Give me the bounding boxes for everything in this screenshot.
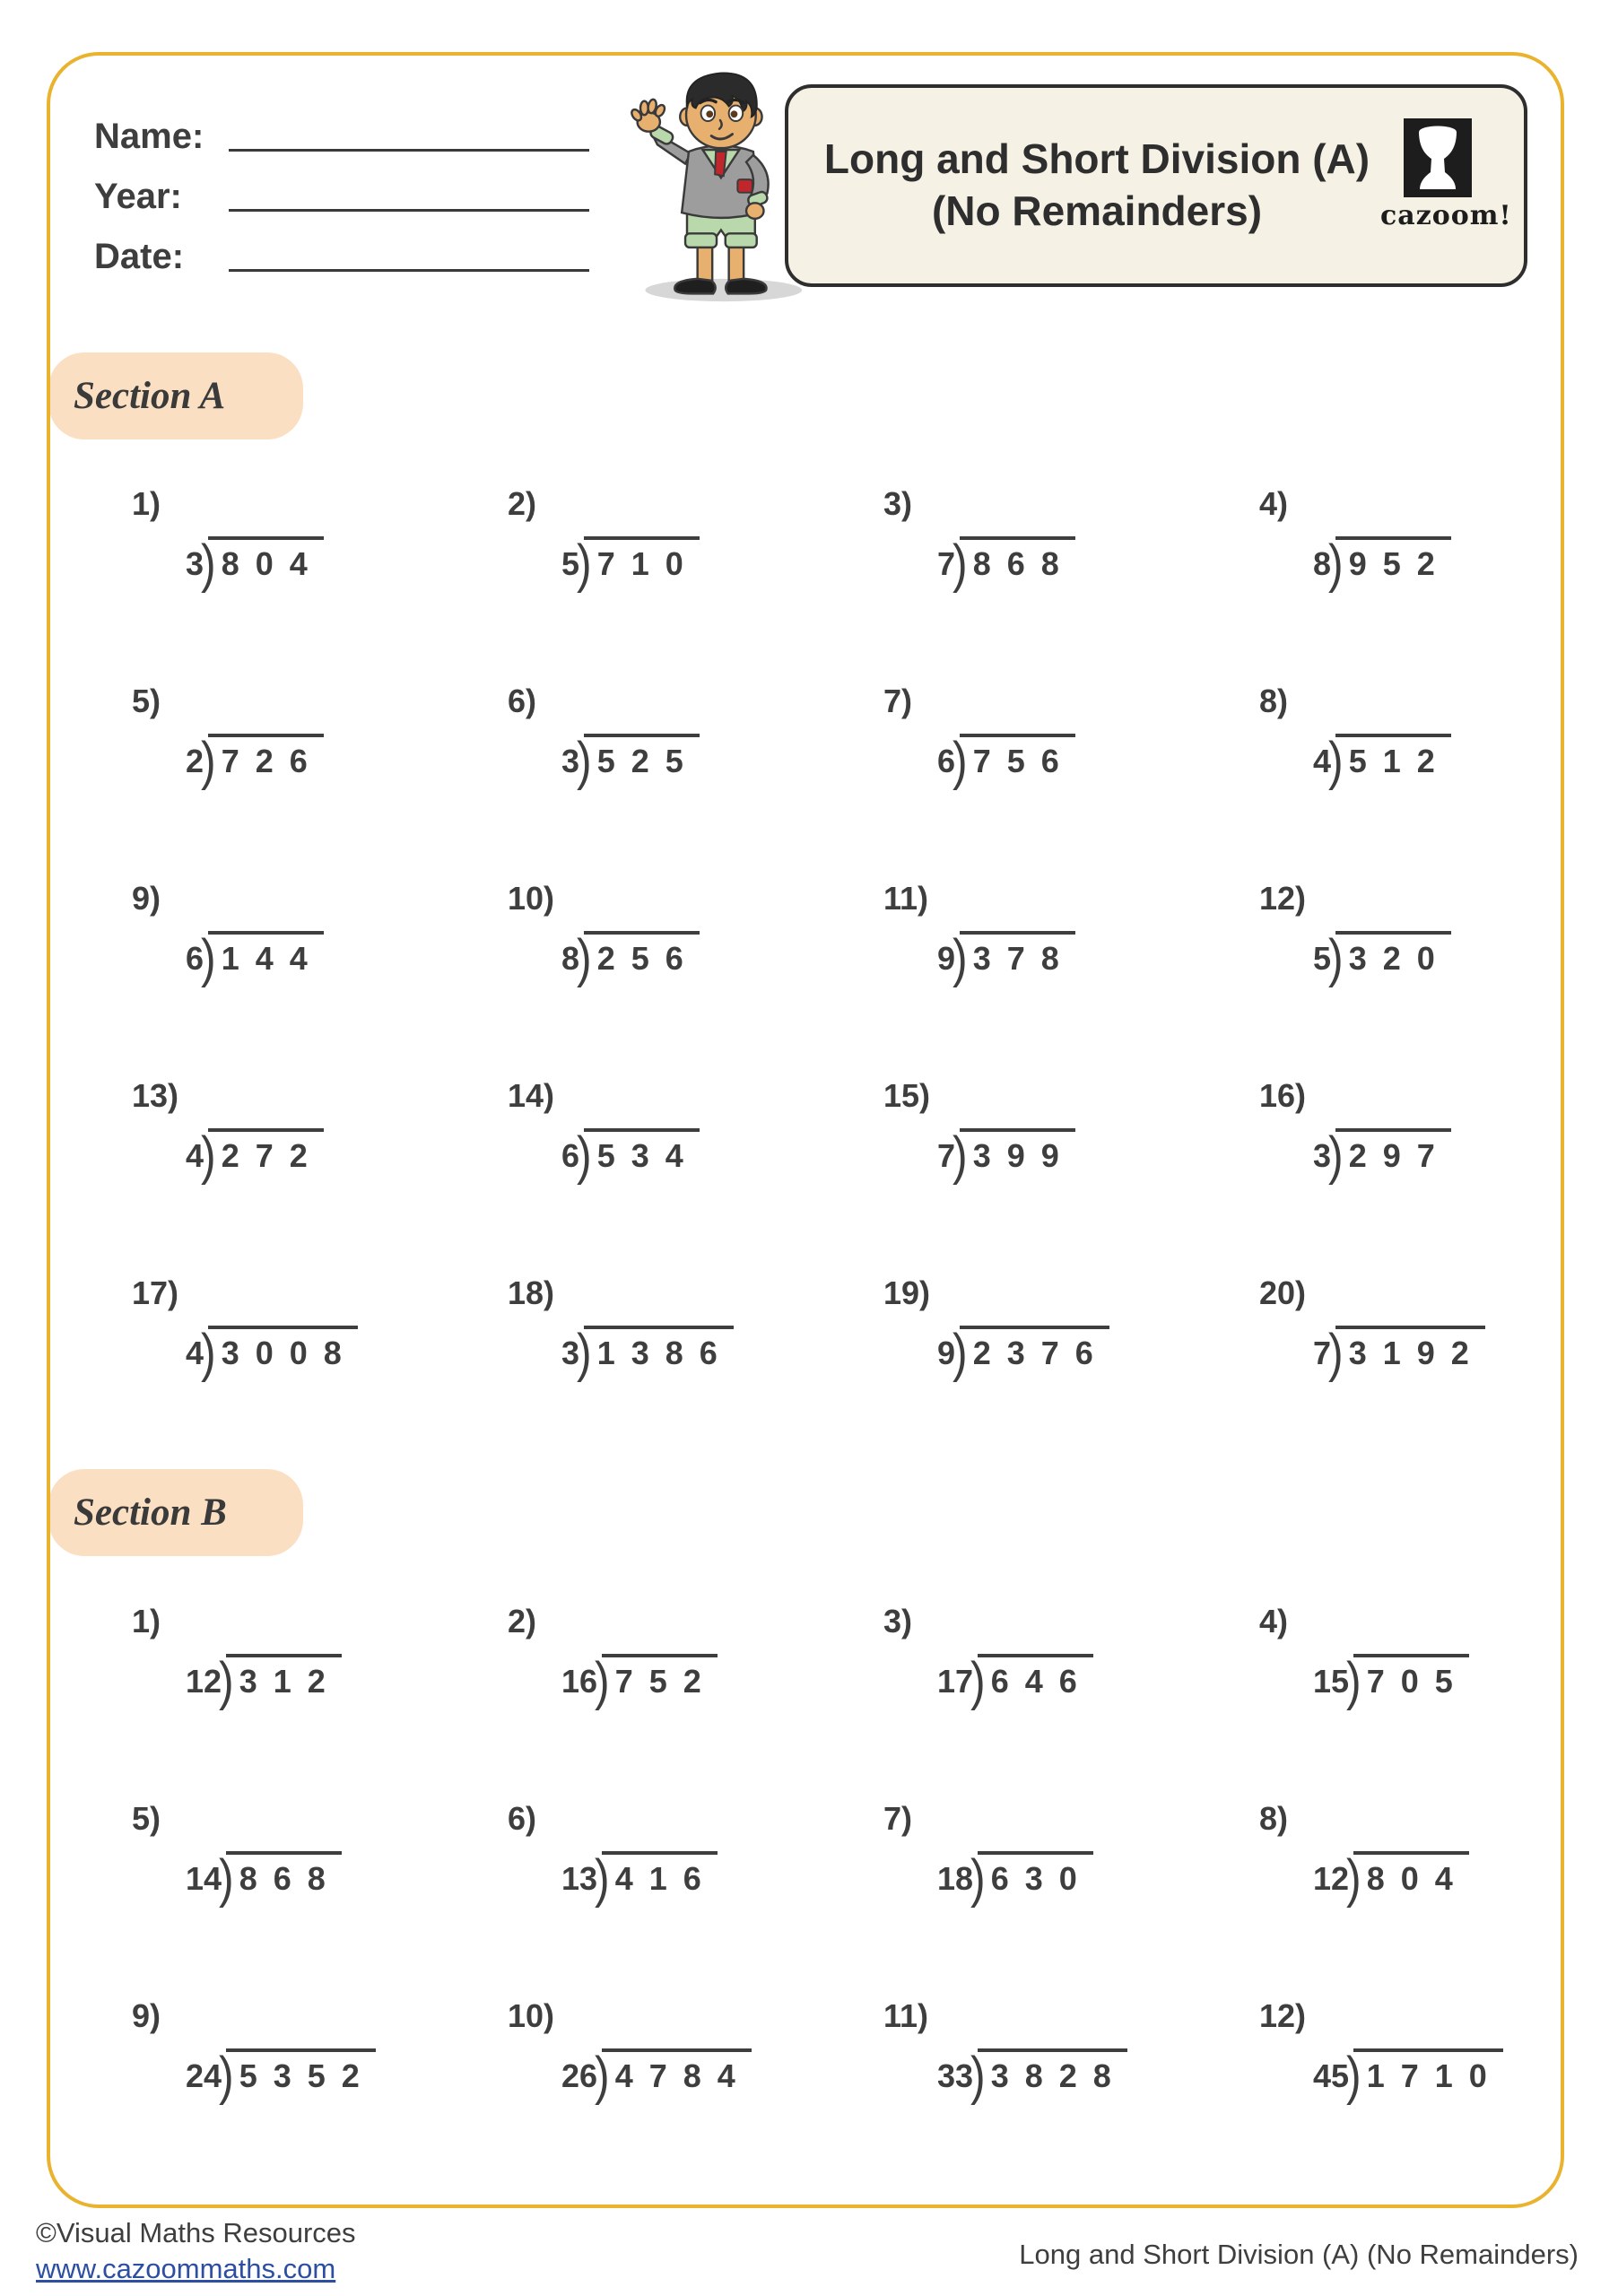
division-divisor: 4 — [186, 1335, 204, 1371]
division-expression — [186, 928, 324, 988]
division-divisor: 3 — [561, 1335, 580, 1371]
division-dividend: 534 — [584, 1128, 700, 1172]
division-expression — [561, 928, 700, 988]
division-bracket-icon: ) — [1328, 731, 1344, 791]
division-dividend: 726 — [208, 734, 324, 778]
division-divisor: 17 — [937, 1663, 974, 1700]
division-dividend: 804 — [1353, 1851, 1469, 1895]
division-expression — [186, 1651, 342, 1711]
problem-number: 12) — [1259, 880, 1307, 917]
problem-number: 14) — [508, 1077, 555, 1114]
problem-number: 8) — [1259, 683, 1289, 719]
division-dividend: 2376 — [960, 1326, 1109, 1370]
footer-worksheet-title: Long and Short Division (A) (No Remainders) — [1019, 2239, 1579, 2270]
division-dividend: 630 — [978, 1851, 1093, 1895]
division-problem — [470, 1078, 846, 1275]
division-bracket-icon: ) — [953, 1126, 968, 1186]
division-expression — [1313, 1651, 1469, 1711]
division-dividend: 4784 — [602, 2048, 752, 2092]
division-bracket-icon: ) — [970, 1848, 986, 1909]
division-bracket-icon: ) — [577, 534, 592, 594]
division-problem — [470, 683, 846, 881]
division-dividend: 3008 — [208, 1326, 358, 1370]
division-dividend: 512 — [1335, 734, 1451, 778]
problem-number: 8) — [1259, 1800, 1289, 1837]
division-bracket-icon: ) — [970, 2046, 986, 2106]
division-expression — [186, 2046, 376, 2106]
division-divisor: 5 — [561, 545, 580, 582]
division-expression — [561, 1126, 700, 1186]
division-bracket-icon: ) — [970, 1651, 986, 1711]
division-divisor: 24 — [186, 2057, 222, 2094]
division-problem — [94, 1998, 470, 2196]
division-expression — [1313, 731, 1451, 791]
division-divisor: 16 — [561, 1663, 598, 1700]
name-input-line[interactable] — [229, 149, 589, 152]
division-dividend: 272 — [208, 1128, 324, 1172]
division-bracket-icon: ) — [953, 534, 968, 594]
division-problem — [470, 1604, 846, 1801]
division-bracket-icon: ) — [577, 928, 592, 988]
division-problem — [846, 1275, 1222, 1473]
section-a-problems-grid — [94, 486, 1597, 1473]
division-problem — [846, 683, 1222, 881]
problem-number: 7) — [883, 683, 913, 719]
division-problem — [470, 881, 846, 1078]
division-divisor: 9 — [937, 940, 956, 977]
problem-number: 1) — [132, 1603, 161, 1639]
division-problem — [94, 1801, 470, 1998]
division-dividend: 868 — [960, 536, 1075, 580]
division-problem — [94, 1078, 470, 1275]
division-bracket-icon: ) — [201, 1323, 216, 1383]
division-dividend: 399 — [960, 1128, 1075, 1172]
footer-copyright: ©Visual Maths Resources — [36, 2217, 356, 2248]
division-bracket-icon: ) — [577, 1323, 592, 1383]
footer-website-link[interactable]: www.cazoommaths.com — [36, 2253, 336, 2284]
cazoom-logo-text: cazoom! — [1380, 200, 1512, 231]
problem-number: 9) — [132, 880, 161, 917]
division-expression — [561, 1848, 718, 1909]
division-dividend: 5352 — [226, 2048, 376, 2092]
problem-number: 2) — [508, 485, 537, 522]
division-bracket-icon: ) — [201, 1126, 216, 1186]
division-divisor: 2 — [186, 743, 204, 779]
problem-number: 18) — [508, 1274, 555, 1311]
division-bracket-icon: ) — [1328, 1126, 1344, 1186]
division-divisor: 15 — [1313, 1663, 1350, 1700]
division-problem — [1222, 881, 1597, 1078]
division-bracket-icon: ) — [577, 731, 592, 791]
division-dividend: 256 — [584, 931, 700, 975]
division-bracket-icon: ) — [201, 928, 216, 988]
division-divisor: 26 — [561, 2057, 598, 2094]
division-bracket-icon: ) — [595, 1651, 610, 1711]
division-problem — [470, 1998, 846, 2196]
problem-number: 11) — [883, 1997, 929, 2034]
problem-number: 6) — [508, 683, 537, 719]
division-divisor: 45 — [1313, 2057, 1350, 2094]
division-bracket-icon: ) — [595, 2046, 610, 2106]
division-expression — [186, 731, 324, 791]
worksheet-title-line1: Long and Short Division (A) — [823, 135, 1370, 182]
division-divisor: 3 — [561, 743, 580, 779]
problem-number: 15) — [883, 1077, 931, 1114]
division-divisor: 5 — [1313, 940, 1332, 977]
section-a-label: Section A — [74, 375, 226, 417]
division-dividend: 525 — [584, 734, 700, 778]
division-problem — [1222, 486, 1597, 683]
section-b-problems-grid — [94, 1604, 1597, 2196]
problem-number: 10) — [508, 880, 555, 917]
division-expression — [186, 1323, 358, 1383]
division-dividend: 378 — [960, 931, 1075, 975]
problem-number: 13) — [132, 1077, 179, 1114]
division-expression — [561, 1323, 734, 1383]
division-problem — [470, 486, 846, 683]
division-dividend: 710 — [584, 536, 700, 580]
problem-number: 9) — [132, 1997, 161, 2034]
division-expression — [561, 731, 700, 791]
division-problem — [1222, 1275, 1597, 1473]
division-expression — [1313, 928, 1451, 988]
division-problem — [1222, 1998, 1597, 2196]
division-divisor: 12 — [186, 1663, 222, 1700]
division-expression — [186, 534, 324, 594]
djembe-drum-icon — [1404, 118, 1472, 197]
worksheet-title-box — [785, 84, 1527, 287]
division-dividend: 646 — [978, 1654, 1093, 1698]
division-bracket-icon: ) — [219, 1651, 234, 1711]
division-problem — [1222, 1801, 1597, 1998]
year-field-row — [94, 164, 589, 224]
section-b-label: Section B — [74, 1492, 227, 1534]
division-dividend: 297 — [1335, 1128, 1451, 1172]
division-divisor: 7 — [937, 545, 956, 582]
division-expression — [1313, 1126, 1451, 1186]
division-dividend: 3192 — [1335, 1326, 1485, 1370]
division-expression — [937, 731, 1075, 791]
division-expression — [1313, 534, 1451, 594]
division-bracket-icon: ) — [219, 1848, 234, 1909]
division-divisor: 6 — [937, 743, 956, 779]
division-bracket-icon: ) — [1328, 928, 1344, 988]
division-divisor: 6 — [561, 1137, 580, 1174]
problem-number: 5) — [132, 1800, 161, 1837]
division-divisor: 4 — [186, 1137, 204, 1174]
division-problem — [94, 1604, 470, 1801]
problem-number: 6) — [508, 1800, 537, 1837]
problem-number: 11) — [883, 880, 929, 917]
problem-number: 7) — [883, 1800, 913, 1837]
division-expression — [186, 1126, 324, 1186]
division-dividend: 3828 — [978, 2048, 1127, 2092]
year-label: Year: — [94, 177, 182, 216]
division-dividend: 1386 — [584, 1326, 734, 1370]
division-expression — [561, 2046, 752, 2106]
division-expression — [937, 1651, 1093, 1711]
problem-number: 2) — [508, 1603, 537, 1639]
division-dividend: 752 — [602, 1654, 718, 1698]
division-expression — [1313, 2046, 1503, 2106]
division-expression — [1313, 1323, 1485, 1383]
division-bracket-icon: ) — [1346, 1848, 1361, 1909]
problem-number: 4) — [1259, 485, 1289, 522]
division-divisor: 14 — [186, 1860, 222, 1897]
problem-number: 3) — [883, 485, 913, 522]
section-a-banner — [48, 352, 303, 439]
section-b-banner — [48, 1469, 303, 1556]
division-expression — [937, 2046, 1127, 2106]
division-bracket-icon: ) — [1328, 1323, 1344, 1383]
division-problem — [846, 1078, 1222, 1275]
division-bracket-icon: ) — [1346, 1651, 1361, 1711]
date-input-line[interactable] — [229, 269, 589, 272]
problem-number: 10) — [508, 1997, 555, 2034]
year-input-line[interactable] — [229, 209, 589, 212]
division-expression — [937, 928, 1075, 988]
division-problem — [1222, 683, 1597, 881]
problem-number: 16) — [1259, 1077, 1307, 1114]
division-problem — [846, 881, 1222, 1078]
division-bracket-icon: ) — [219, 2046, 234, 2106]
division-divisor: 18 — [937, 1860, 974, 1897]
division-divisor: 3 — [1313, 1137, 1332, 1174]
division-bracket-icon: ) — [953, 731, 968, 791]
division-dividend: 320 — [1335, 931, 1451, 975]
division-divisor: 3 — [186, 545, 204, 582]
division-bracket-icon: ) — [201, 731, 216, 791]
division-divisor: 7 — [937, 1137, 956, 1174]
division-problem — [846, 486, 1222, 683]
problem-number: 5) — [132, 683, 161, 719]
division-divisor: 12 — [1313, 1860, 1350, 1897]
division-problem — [1222, 1604, 1597, 1801]
division-problem — [846, 1998, 1222, 2196]
division-bracket-icon: ) — [953, 1323, 968, 1383]
division-dividend: 416 — [602, 1851, 718, 1895]
worksheet-title — [810, 133, 1384, 237]
division-divisor: 8 — [1313, 545, 1332, 582]
name-field-row — [94, 104, 589, 164]
division-expression — [937, 1323, 1109, 1383]
division-dividend: 144 — [208, 931, 324, 975]
division-dividend: 952 — [1335, 536, 1451, 580]
division-bracket-icon: ) — [953, 928, 968, 988]
division-problem — [1222, 1078, 1597, 1275]
division-dividend: 756 — [960, 734, 1075, 778]
division-bracket-icon: ) — [1328, 534, 1344, 594]
division-divisor: 7 — [1313, 1335, 1332, 1371]
division-expression — [937, 534, 1075, 594]
problem-number: 1) — [132, 485, 161, 522]
division-dividend: 705 — [1353, 1654, 1469, 1698]
division-problem — [94, 881, 470, 1078]
division-problem — [94, 683, 470, 881]
division-problem — [470, 1801, 846, 1998]
problem-number: 19) — [883, 1274, 931, 1311]
problem-number: 3) — [883, 1603, 913, 1639]
problem-number: 4) — [1259, 1603, 1289, 1639]
division-problem — [846, 1604, 1222, 1801]
division-divisor: 4 — [1313, 743, 1332, 779]
division-bracket-icon: ) — [201, 534, 216, 594]
problem-number: 17) — [132, 1274, 179, 1311]
division-expression — [937, 1848, 1093, 1909]
division-problem — [94, 486, 470, 683]
date-label: Date: — [94, 237, 185, 276]
division-dividend: 312 — [226, 1654, 342, 1698]
division-problem — [846, 1801, 1222, 1998]
division-bracket-icon: ) — [595, 1848, 610, 1909]
name-label: Name: — [94, 117, 204, 156]
division-expression — [937, 1126, 1075, 1186]
division-divisor: 13 — [561, 1860, 598, 1897]
division-problem — [94, 1275, 470, 1473]
worksheet-title-line2: (No Remainders) — [931, 187, 1263, 234]
problem-number: 20) — [1259, 1274, 1307, 1311]
division-bracket-icon: ) — [1346, 2046, 1361, 2106]
division-divisor: 8 — [561, 940, 580, 977]
cazoom-logo — [1380, 118, 1512, 231]
division-expression — [561, 1651, 718, 1711]
division-divisor: 6 — [186, 940, 204, 977]
division-expression — [561, 534, 700, 594]
date-field-row — [94, 224, 589, 284]
problem-number: 12) — [1259, 1997, 1307, 2034]
division-dividend: 1710 — [1353, 2048, 1503, 2092]
division-divisor: 9 — [937, 1335, 956, 1371]
division-problem — [470, 1275, 846, 1473]
division-dividend: 804 — [208, 536, 324, 580]
division-divisor: 33 — [937, 2057, 974, 2094]
division-bracket-icon: ) — [577, 1126, 592, 1186]
division-dividend: 868 — [226, 1851, 342, 1895]
division-expression — [1313, 1848, 1469, 1909]
division-expression — [186, 1848, 342, 1909]
student-info-block — [94, 104, 589, 284]
